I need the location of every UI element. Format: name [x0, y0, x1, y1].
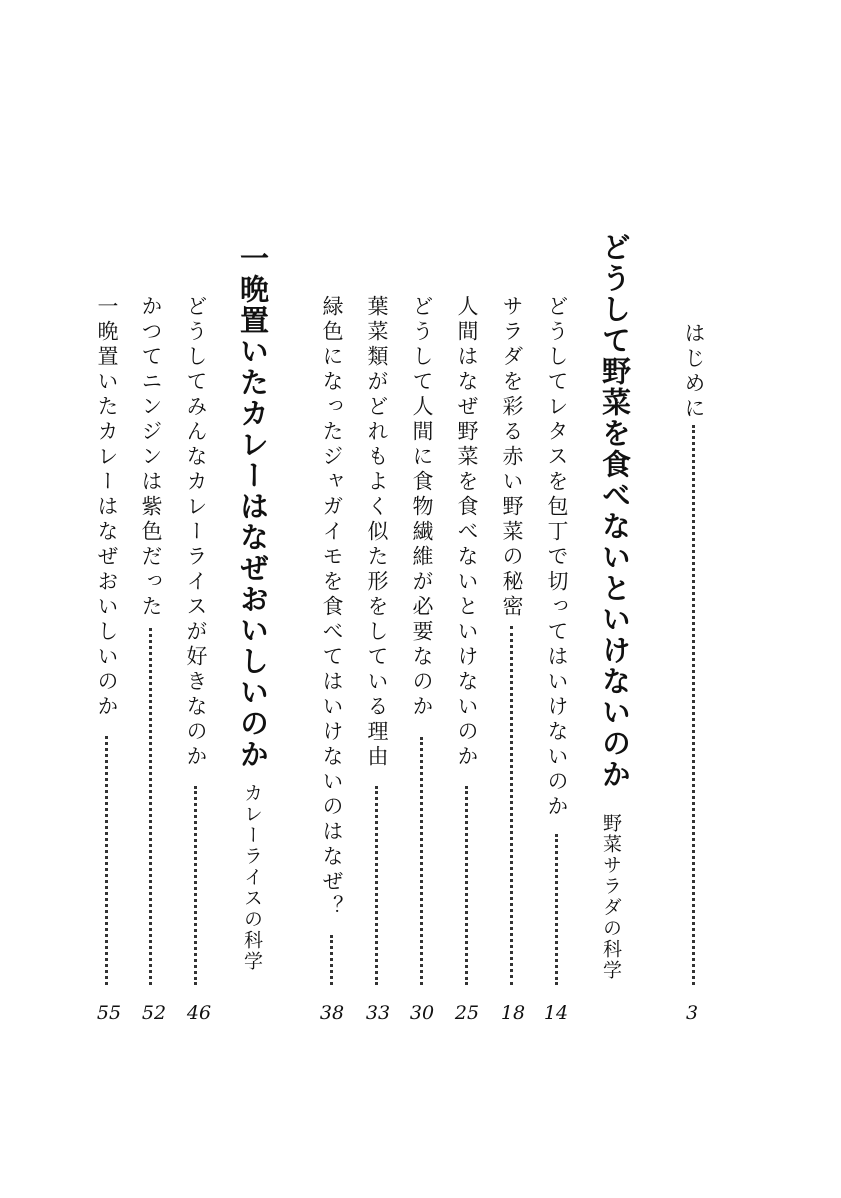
- page-number: 46: [186, 1002, 212, 1024]
- toc-entry-title: 葉菜類がどれもよく似た形をしている理由: [365, 295, 389, 770]
- dot-leader: [194, 786, 197, 985]
- dot-leader: [510, 626, 513, 985]
- toc-entry-title: かつてニンジンは紫色だった: [139, 295, 163, 620]
- page-number: 25: [454, 1002, 480, 1024]
- chapter-subtitle: 野菜サラダの科学: [600, 813, 622, 981]
- dot-leader: [420, 737, 423, 985]
- chapter-subtitle: カレーライスの科学: [241, 783, 263, 972]
- page-number: 55: [96, 1002, 122, 1024]
- toc-entry-title: 緑色になったジャガイモを食べてはいけないのはなぜ？: [320, 295, 344, 920]
- toc-entry-title: 一晩置いたカレーはなぜおいしいのか: [95, 295, 119, 720]
- toc-entry-title: どうしてレタスを包丁で切ってはいけないのか: [545, 295, 569, 820]
- page-number: 14: [543, 1002, 569, 1024]
- toc-entry-title: はじめに: [682, 322, 706, 422]
- dot-leader: [105, 736, 108, 985]
- page-number: 38: [319, 1002, 345, 1024]
- page-number: 3: [685, 1002, 699, 1024]
- dot-leader: [330, 935, 333, 985]
- page-number: 18: [500, 1002, 526, 1024]
- dot-leader: [149, 628, 152, 985]
- chapter-title[interactable]: 一晩置いたカレーはなぜおいしいのか: [236, 243, 270, 770]
- toc-entry-title: どうしてみんなカレーライスが好きなのか: [184, 295, 208, 770]
- dot-leader: [375, 786, 378, 985]
- dot-leader: [555, 834, 558, 985]
- dot-leader: [465, 786, 468, 985]
- chapter-title[interactable]: どうして野菜を食べないといけないのか: [598, 232, 632, 790]
- toc-entry-title: 人間はなぜ野菜を食べないといけないのか: [455, 295, 479, 770]
- page-number: 52: [141, 1002, 167, 1024]
- toc-entry-title: どうして人間に食物繊維が必要なのか: [410, 295, 434, 720]
- page-number: 30: [409, 1002, 435, 1024]
- dot-leader: [692, 425, 695, 985]
- toc-entry-title: サラダを彩る赤い野菜の秘密: [500, 295, 524, 620]
- page-number: 33: [365, 1002, 391, 1024]
